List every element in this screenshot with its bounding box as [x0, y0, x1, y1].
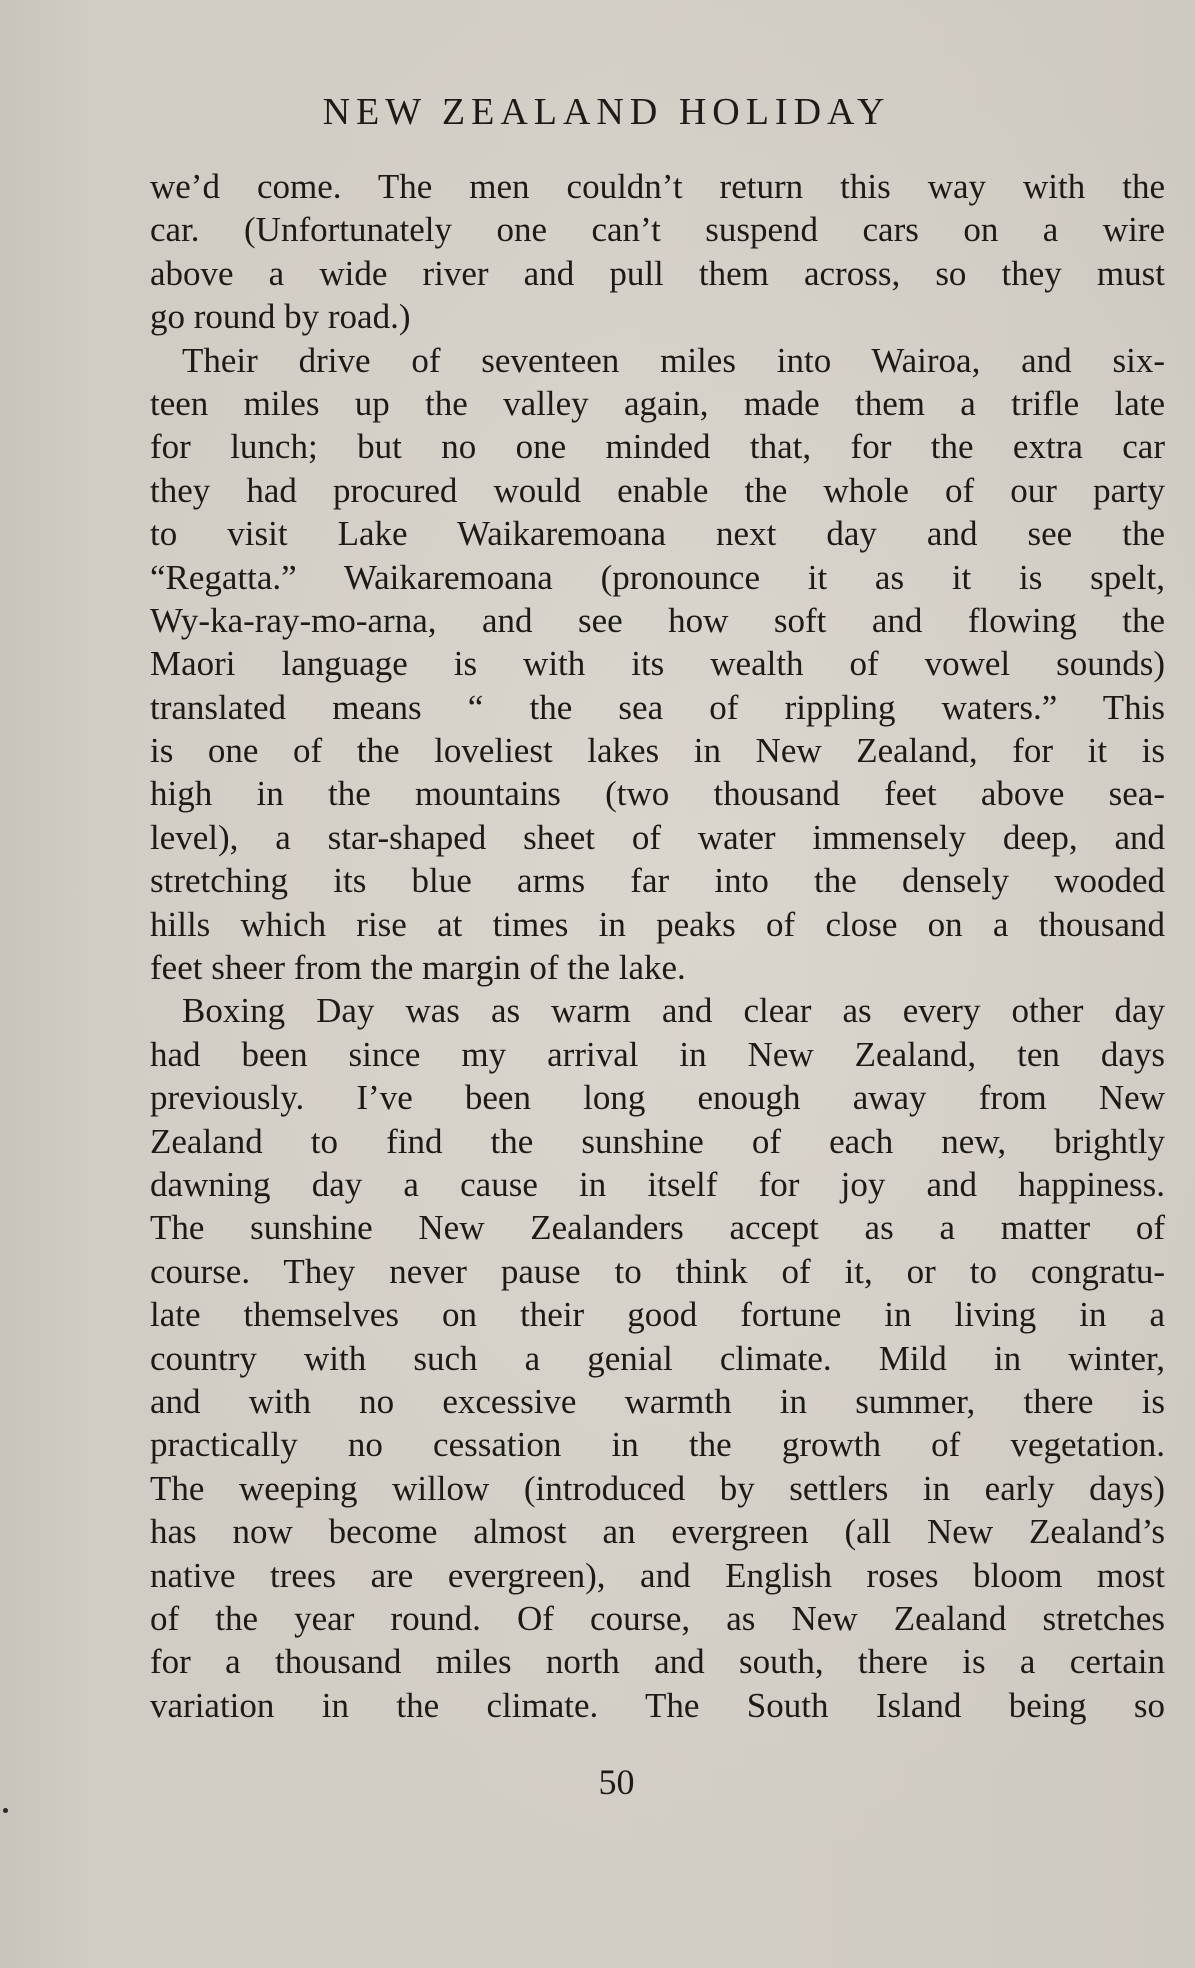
- text-line: go round by road.): [150, 297, 411, 337]
- text-line: native trees are evergreen), and English roses bloom most: [150, 1555, 1165, 1595]
- body-text: [150, 165, 1165, 1727]
- text-line: variation in the climate. The South Island being so: [150, 1685, 1165, 1725]
- text-line: Wy-ka-ray-mo-arna, and see how soft and flowing the: [150, 600, 1165, 640]
- text-line: for a thousand miles north and south, there is a certain: [150, 1642, 1165, 1682]
- text-line: high in the mountains (two thousand feet above sea-: [150, 774, 1165, 814]
- text-line: Zealand to find the sunshine of each new, brightly: [150, 1121, 1165, 1161]
- text-line: Boxing Day was as warm and clear as every other day: [182, 991, 1165, 1031]
- text-line: to visit Lake Waikaremoana next day and see the: [150, 514, 1165, 554]
- text-line: level), a star-shaped sheet of water immensely deep, and: [150, 817, 1165, 857]
- text-line: of the year round. Of course, as New Zealand stretches: [150, 1598, 1165, 1638]
- text-line: country with such a genial climate. Mild in winter,: [150, 1338, 1165, 1378]
- text-line: course. They never pause to think of it, or to congratu-: [150, 1251, 1165, 1291]
- text-line: car. (Unfortunately one can’t suspend cars on a wire: [150, 210, 1165, 250]
- text-line: Their drive of seventeen miles into Wairoa, and six-: [182, 340, 1165, 380]
- text-line: is one of the loveliest lakes in New Zealand, for it is: [150, 731, 1165, 771]
- text-line: “Regatta.” Waikaremoana (pronounce it as it is spelt,: [150, 557, 1165, 597]
- text-line: practically no cessation in the growth of vegetation.: [150, 1425, 1165, 1465]
- text-line: late themselves on their good fortune in living in a: [150, 1295, 1165, 1335]
- text-line: stretching its blue arms far into the densely wooded: [150, 861, 1165, 901]
- text-line: previously. I’ve been long enough away from New: [150, 1078, 1165, 1118]
- running-head: NEW ZEALAND HOLIDAY: [322, 91, 891, 133]
- text-line: had been since my arrival in New Zealand, ten days: [150, 1034, 1165, 1074]
- text-line: and with no excessive warmth in summer, there is: [150, 1381, 1165, 1421]
- page-number: 50: [598, 1762, 635, 1802]
- margin-speck: [3, 1808, 8, 1813]
- text-line: above a wide river and pull them across, so they must: [150, 253, 1165, 293]
- text-line: The weeping willow (introduced by settlers in early days): [150, 1468, 1165, 1508]
- text-line: teen miles up the valley again, made them a trifle late: [150, 383, 1165, 423]
- text-line: Maori language is with its wealth of vowel sounds): [150, 644, 1165, 684]
- text-line: has now become almost an evergreen (all New Zealand’s: [150, 1512, 1165, 1552]
- text-line: feet sheer from the margin of the lake.: [150, 948, 686, 988]
- text-line: hills which rise at times in peaks of close on a thousand: [150, 904, 1165, 944]
- text-line: we’d come. The men couldn’t return this way with the: [150, 167, 1165, 206]
- text-line: they had procured would enable the whole of our party: [150, 470, 1165, 510]
- text-line: for lunch; but no one minded that, for the extra car: [150, 427, 1165, 467]
- text-line: The sunshine New Zealanders accept as a matter of: [150, 1208, 1165, 1248]
- text-line: translated means “ the sea of rippling waters.” This: [150, 687, 1165, 727]
- text-line: dawning day a cause in itself for joy and happiness.: [150, 1164, 1165, 1204]
